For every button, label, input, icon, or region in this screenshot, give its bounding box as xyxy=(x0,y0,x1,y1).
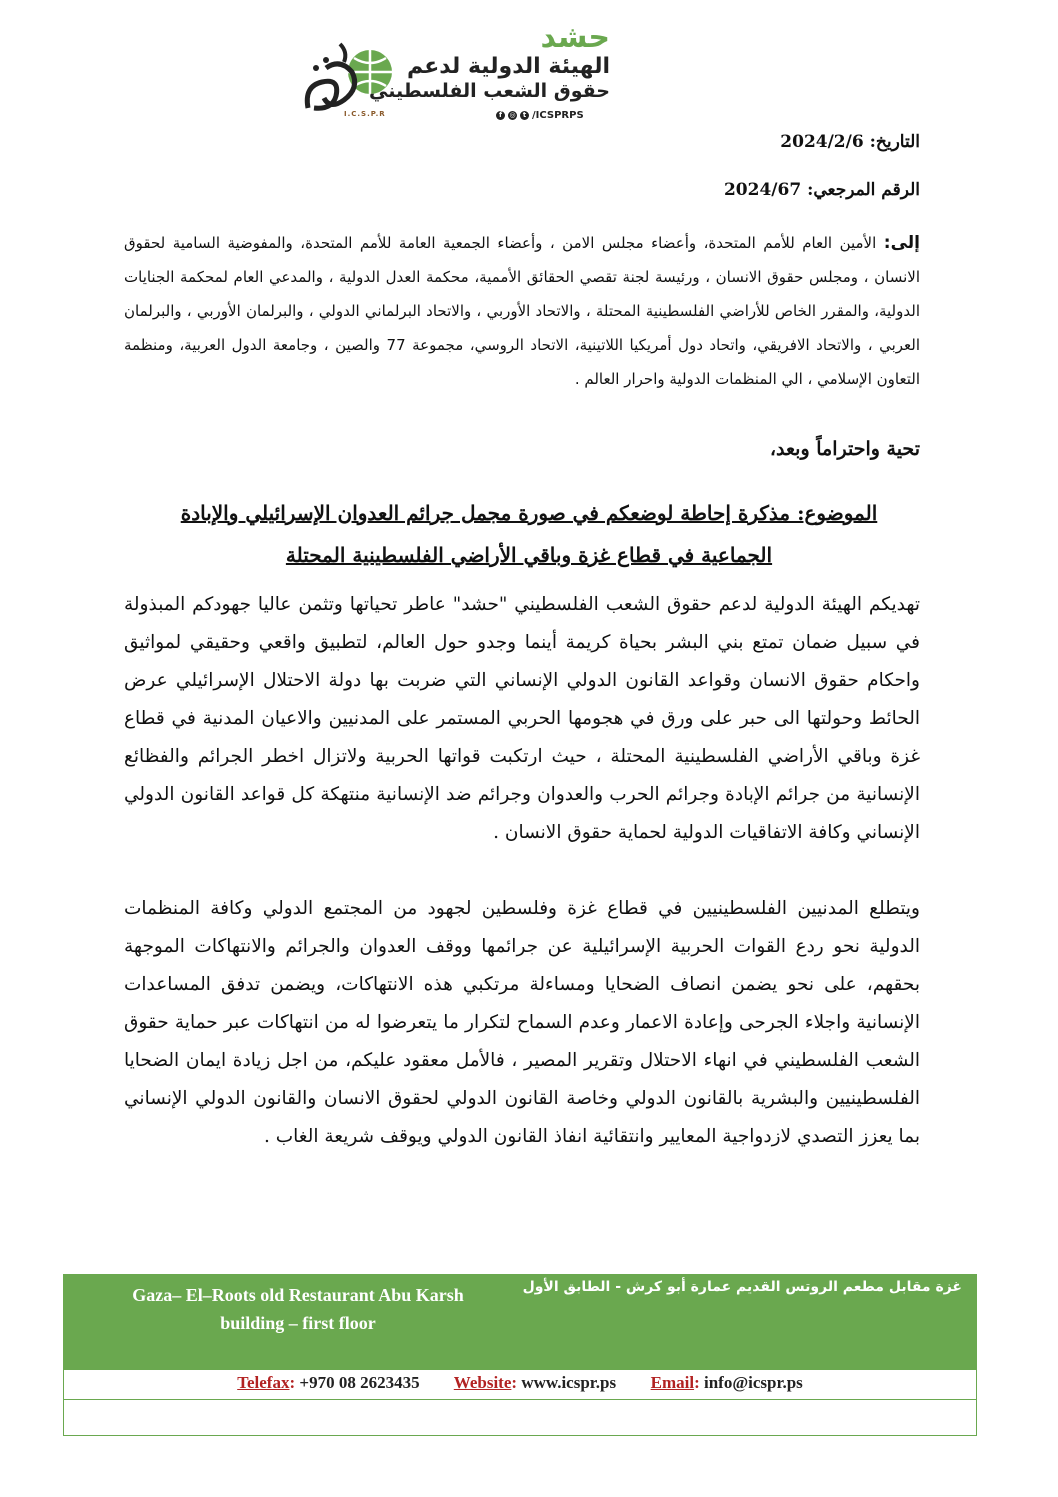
facebook-icon[interactable]: f xyxy=(496,111,505,120)
subject-line: الموضوع: مذكرة إحاطة لوضعكم في صورة مجمل جرائم العدوان الإسرائيلي والإبادة الجماعية في قطاع غزة وباقي الأراضي الفلسطينية المحتلة xyxy=(180,501,878,567)
telefax-label: Telefax xyxy=(237,1373,290,1392)
twitter-icon[interactable]: t xyxy=(520,111,529,120)
address-english xyxy=(88,1281,508,1337)
latin-acronym: I.C.S.P.R xyxy=(344,110,386,118)
contact-info xyxy=(64,1373,976,1393)
social-handle[interactable]: /ICSPRPS xyxy=(532,110,584,121)
reference-number xyxy=(724,180,920,200)
email-link[interactable]: info@icspr.ps xyxy=(703,1373,803,1392)
footer-divider xyxy=(64,1399,976,1400)
instagram-icon[interactable]: ◎ xyxy=(509,111,516,119)
website-link[interactable]: www.icspr.ps xyxy=(521,1373,617,1392)
footer xyxy=(63,1274,977,1436)
date-value: 2024/2/6 xyxy=(780,132,864,152)
telefax-separator: : xyxy=(289,1373,296,1392)
ref-value: 2024/67 xyxy=(723,180,802,200)
website-separator: : xyxy=(511,1373,518,1392)
letterhead xyxy=(300,18,620,128)
email-label: Email xyxy=(650,1373,695,1392)
ref-label: الرقم المرجعي: xyxy=(807,180,920,200)
date-label: التاريخ: xyxy=(869,132,920,152)
email-separator: : xyxy=(694,1373,700,1392)
website-label: Website xyxy=(453,1373,512,1392)
body-paragraph: تهديكم الهيئة الدولية لدعم حقوق الشعب الفلسطيني "حشد" عاطر تحياتها وتثمن عاليا جهودكم المبذولة في سبيل ضمان تمتع بني البشر بحياة كريمة أينما وجدو حول العالم، لتطبيق واقعي وحقيقي لمواثيق واحكام حقوق الانسان وقواعد القانون الدولي الإنساني التي ضربت بها دولة الاحتلال الإسرائيلي عرض الحائط وحولتها الى حبر على ورق في هجومها الحربي المستمر على المدنيين والاعيان المدنية في قطاع غزة وباقي الأراضي الفلسطينية المحتلة ، حيث ارتكبت قواتها الحربية ولاتزال اخطر الجرائم والفظائع الإنسانية من جرائم الإبادة وجرائم الحرب والعدوان وجرائم ضد الإنسانية منتهكة كل قواعد القانون الدولي الإنساني وكافة الاتفاقيات الدولية لحماية حقوق الانسان . xyxy=(124,594,920,843)
recipients-label: إلى: xyxy=(883,233,920,253)
greeting: تحية واحتراماً وبعد، xyxy=(769,438,920,460)
address-english-line2: building – first floor xyxy=(220,1313,376,1333)
recipients-block xyxy=(124,226,920,396)
brand-name: حشد xyxy=(540,20,610,55)
address-english-line1: Gaza– El–Roots old Restaurant Abu Karsh xyxy=(132,1285,464,1305)
body-paragraph: ويتطلع المدنيين الفلسطينيين في قطاع غزة وفلسطين لجهود من المجتمع الدولي وكافة المنظمات الدولية نحو ردع القوات الحربية الإسرائيلية عن جرائمها ووقف العدوان والجرائم والانتهاكات الموجهة بحقهم، على نحو يضمن انصاف الضحايا ومساءلة مرتكبي هذه الانتهاكات، ويضمن تدفق المساعدات الإنسانية واجلاء الجرحى وإعادة الاعمار وعدم السماح لتكرار ما يتعرضوا له من انتهاكات عبر حماية حقوق الشعب الفلسطيني في انهاء الاحتلال وتقرير المصير ، فالأمل معقود عليكم، من اجل زيادة ايمان الضحايا الفلسطينيين والبشرية بالقانون الدولي وخاصة القانون الدولي لحقوق الانسان والقانون الدولي الإنساني بما يعزز التصدي لازدواجية المعايير وانتقائية انفاذ القانون الدولي ويوقف شريعة الغاب . xyxy=(124,898,920,1147)
address-arabic: غزة مقابل مطعم الروتس القديم عمارة أبو كرش - الطابق الأول xyxy=(522,1279,962,1295)
recipients-text: الأمين العام للأمم المتحدة، وأعضاء مجلس الامن ، وأعضاء الجمعية العامة للأمم المتحدة، والمفوضية السامية لحقوق الانسان ، ومجلس حقوق الانسان ، ورئيسة لجنة تقصي الحقائق الأممية، محكمة العدل الدولية ، والمدعي العام لمحكمة الجنايات الدولية، والمقرر الخاص للأراضي الفلسطينية المحتلة ، والاتحاد الأوربي ، والاتحاد البرلماني الدولي ، والبرلمان الأوربي ، والبرلمان العربي ، والاتحاد الافريقي، واتحاد دول أمريكيا اللاتينية، الاتحاد الروسي، مجموعة 77 والصين ، وجامعة الدول العربية، ومنظمة التعاون الإسلامي ، الي المنظمات الدولية واحرار العالم . xyxy=(124,234,920,388)
footer-address-band xyxy=(64,1275,976,1370)
org-name-line1: الهيئة الدولية لدعم xyxy=(407,54,610,79)
social-links xyxy=(496,110,584,121)
telefax-value[interactable]: +970 08 2623435 xyxy=(299,1373,420,1392)
org-name-line2: حقوق الشعب الفلسطيني xyxy=(369,80,610,102)
letter-date xyxy=(780,132,920,152)
